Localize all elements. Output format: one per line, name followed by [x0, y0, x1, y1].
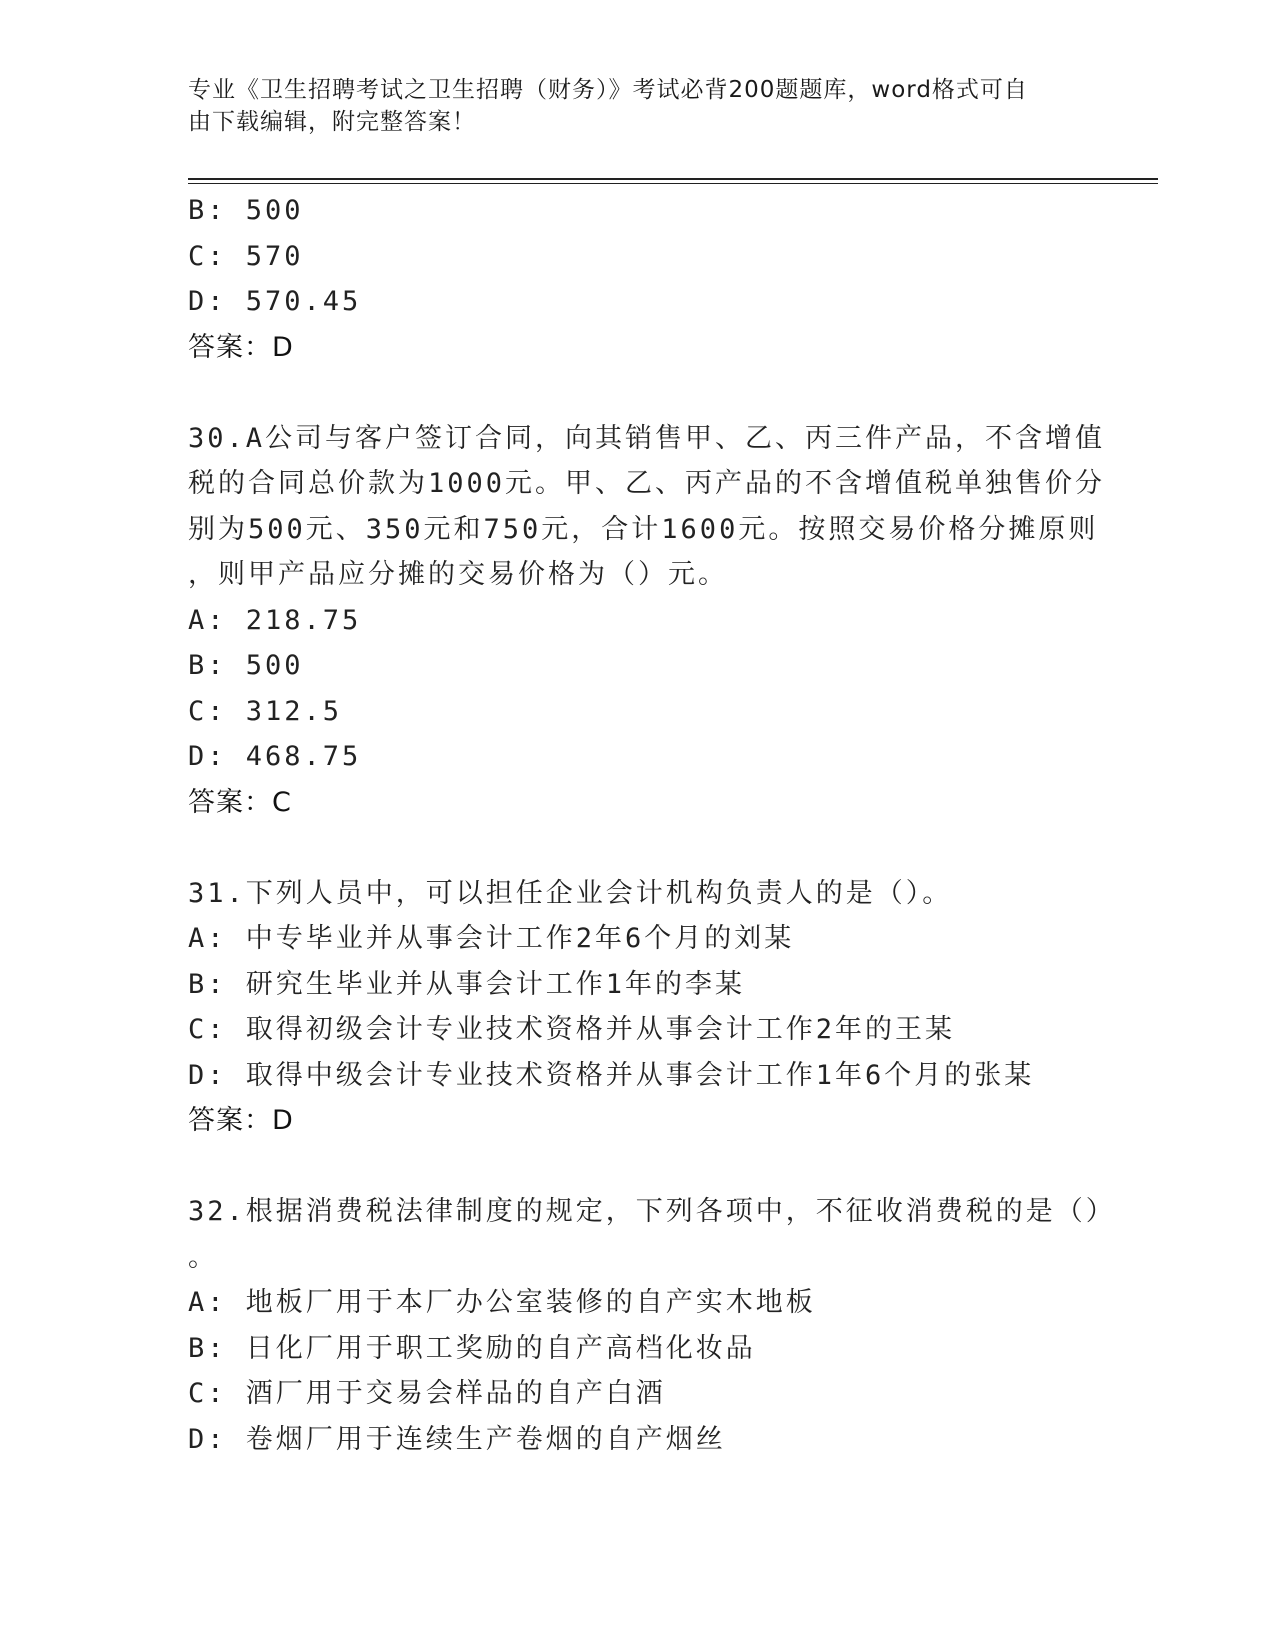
header-rule-thin: [188, 183, 1158, 184]
question-31: [188, 871, 1088, 1144]
question-text-line: 税的合同总价款为1000元。甲、乙、丙产品的不含增值税单独售价分: [188, 468, 1106, 499]
question-spacer: [188, 1144, 1088, 1190]
question-text-line: 别为500元、350元和750元，合计1600元。按照交易价格分摊原则: [188, 513, 1099, 545]
question-29-tail: [188, 188, 1088, 370]
question-text-line: 31.下列人员中，可以担任企业会计机构负责人的是（）。: [188, 877, 953, 909]
answer-line: 答案：D: [188, 331, 294, 363]
header-line-1: 专业《卫生招聘考试之卫生招聘（财务）》考试必背200题题库，word格式可自: [188, 77, 1028, 103]
answer-line: 答案：C: [188, 786, 292, 818]
option-d: D: 取得中级会计专业技术资格并从事会计工作1年6个月的张某: [188, 1059, 1035, 1091]
option-d: D: 570.45: [188, 286, 362, 317]
option-b: B: 500: [188, 650, 304, 681]
option-c: C: 312.5: [188, 695, 343, 727]
option-d: D: 卷烟厂用于连续生产卷烟的自产烟丝: [188, 1423, 726, 1455]
question-spacer: [188, 370, 1088, 416]
header-line-2: 由下载编辑，附完整答案！: [188, 109, 476, 135]
question-32: [188, 1189, 1116, 1462]
question-text-line: 30.A公司与客户签订合同，向其销售甲、乙、丙三件产品，不含增值: [188, 422, 1106, 454]
question-spacer: [188, 825, 1088, 871]
option-a: A: 地板厂用于本厂办公室装修的自产实木地板: [188, 1287, 816, 1318]
option-a: A: 218.75: [188, 604, 362, 636]
answer-line: 答案：D: [188, 1105, 294, 1136]
question-30: [188, 416, 1106, 826]
option-c: C: 570: [188, 240, 304, 272]
option-b: B: 研究生毕业并从事会计工作1年的李某: [188, 968, 746, 1000]
header-rule-thick: [188, 178, 1158, 180]
document-header: [188, 74, 1068, 138]
option-b: B: 500: [188, 195, 304, 226]
option-c: C: 酒厂用于交易会样品的自产白酒: [188, 1378, 666, 1409]
question-text-line: ，则甲产品应分摊的交易价格为（）元。: [188, 559, 728, 590]
option-d: D: 468.75: [188, 741, 362, 772]
question-text-line: 。: [188, 1241, 218, 1273]
question-text-line: 32.根据消费税法律制度的规定，下列各项中，不征收消费税的是（）: [188, 1196, 1116, 1227]
question-list: [188, 188, 1116, 1462]
option-a: A: 中专毕业并从事会计工作2年6个月的刘某: [188, 923, 795, 954]
option-c: C: 取得初级会计专业技术资格并从事会计工作2年的王某: [188, 1014, 956, 1045]
option-b: B: 日化厂用于职工奖励的自产高档化妆品: [188, 1332, 756, 1364]
